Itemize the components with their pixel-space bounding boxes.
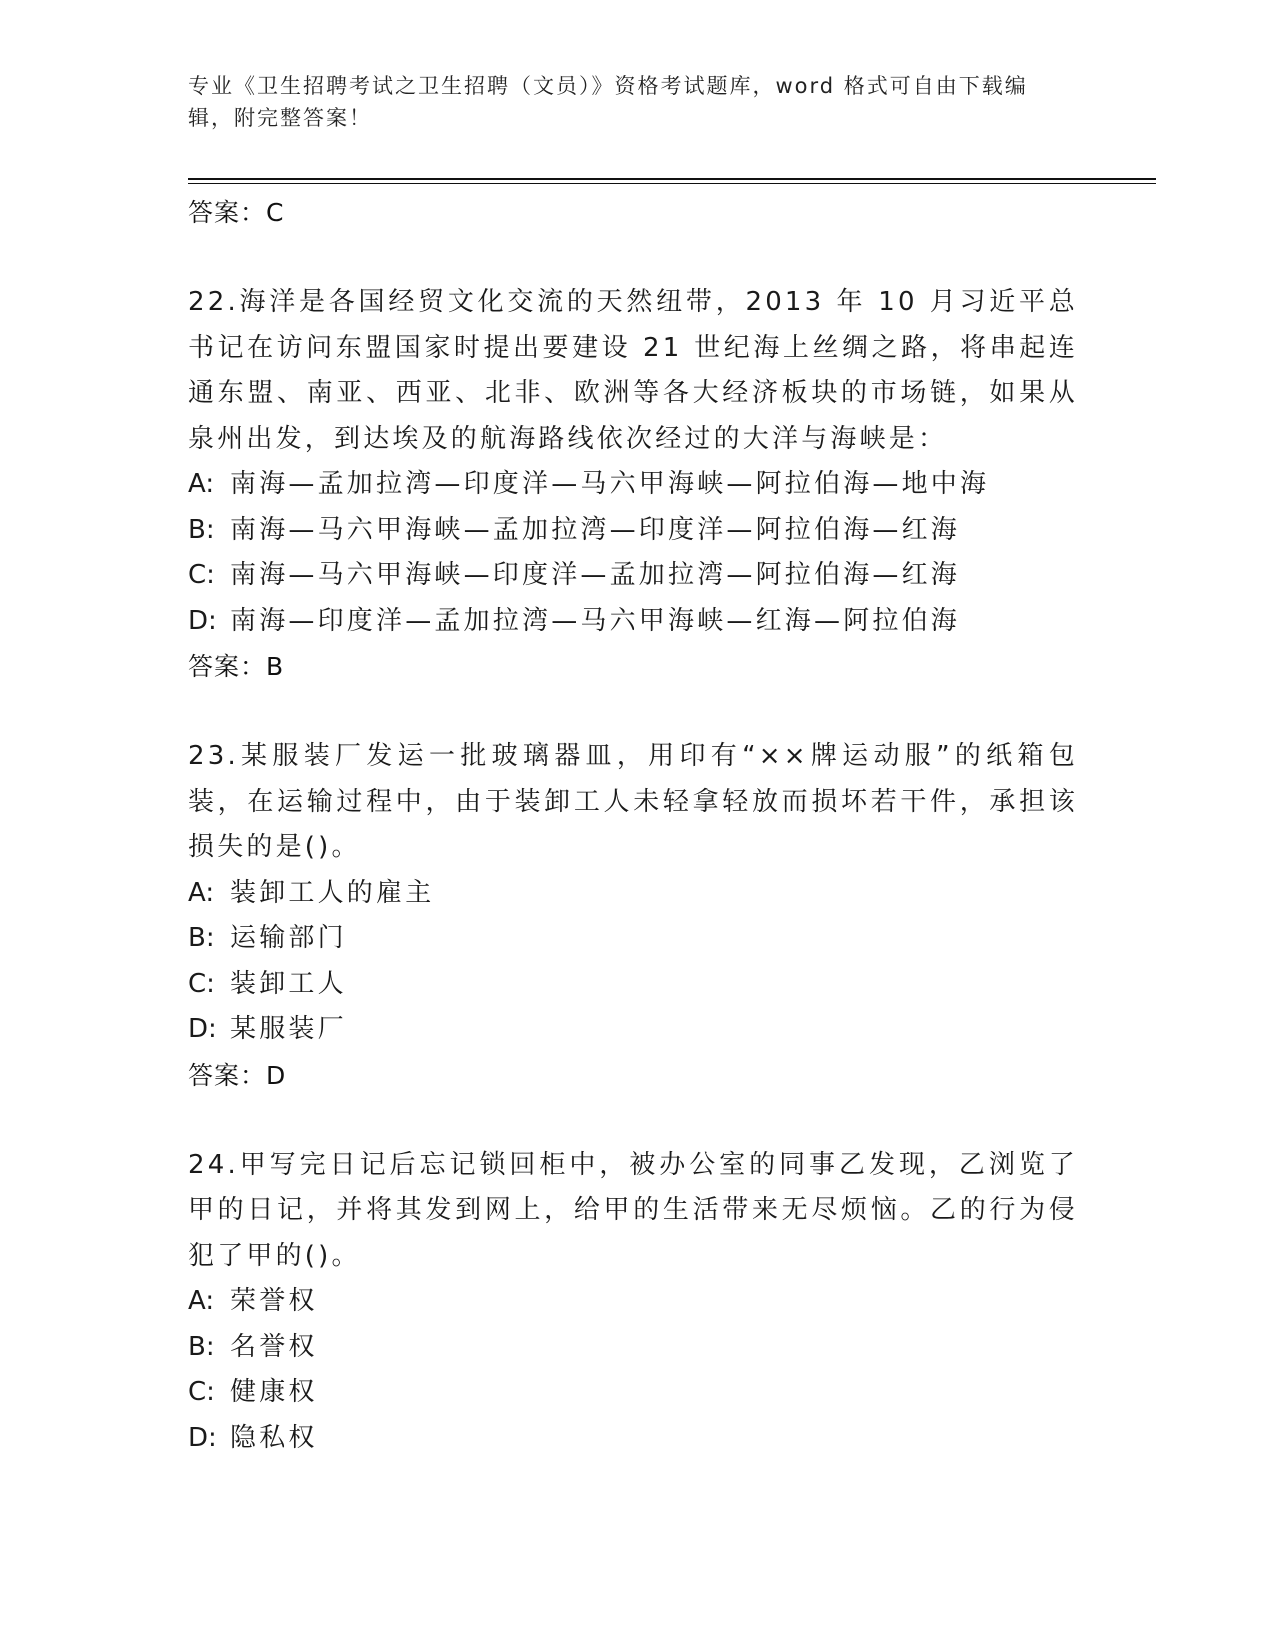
- option-text: 健康权: [230, 1377, 318, 1407]
- option-b: [188, 1325, 1078, 1371]
- option-key: D:: [188, 605, 217, 636]
- option-key: A:: [188, 877, 215, 908]
- question-text: 23.某服装厂发运一批玻璃器皿，用印有“××牌运动服”的纸箱包装，在运输过程中，由于装卸工人未轻拿轻放而损坏若干件，承担该损失的是()。: [188, 741, 1078, 862]
- question-answer: 答案：D: [188, 1060, 287, 1090]
- previous-answer: 答案：C: [188, 198, 285, 227]
- option-text: 荣誉权: [230, 1286, 318, 1316]
- option-c: [188, 553, 1078, 599]
- option-d: [188, 1416, 1078, 1462]
- option-a: [188, 871, 1078, 917]
- option-d: [188, 1007, 1078, 1053]
- header-divider-thick: [188, 178, 1156, 180]
- option-key: D:: [188, 1014, 217, 1044]
- option-key: C:: [188, 560, 215, 590]
- option-key: C:: [188, 1377, 215, 1407]
- option-text: 某服装厂: [230, 1014, 347, 1044]
- option-text: 南海—印度洋—孟加拉湾—马六甲海峡—红海—阿拉伯海: [230, 605, 961, 636]
- option-c: [188, 962, 1078, 1008]
- option-b: [188, 508, 1078, 554]
- option-d: [188, 599, 1078, 645]
- question-23: [188, 734, 1078, 1099]
- option-key: C:: [188, 968, 215, 999]
- option-key: B:: [188, 923, 215, 953]
- option-key: A:: [188, 1286, 215, 1316]
- option-b: [188, 916, 1078, 962]
- option-c: [188, 1370, 1078, 1416]
- option-key: B:: [188, 514, 215, 545]
- question-list: [188, 190, 1078, 1461]
- option-text: 南海—孟加拉湾—印度洋—马六甲海峡—阿拉伯海—地中海: [230, 469, 990, 499]
- question-text: 24.甲写完日记后忘记锁回柜中，被办公室的同事乙发现，乙浏览了甲的日记，并将其发到网上，给甲的生活带来无尽烦恼。乙的行为侵犯了甲的()。: [188, 1149, 1078, 1271]
- option-text: 南海—马六甲海峡—孟加拉湾—印度洋—阿拉伯海—红海: [230, 514, 961, 545]
- option-key: B:: [188, 1331, 215, 1362]
- question-text: 22.海洋是各国经贸文化交流的天然纽带，2013 年 10 月习近平总书记在访问东盟国家时提出要建设 21 世纪海上丝绸之路，将串起连通东盟、南亚、西亚、北非、欧洲等各大经济板块的市场链，如果从泉州出发，到达埃及的航海路线依次经过的大洋与海峡是：: [188, 287, 1078, 454]
- option-a: [188, 1279, 1078, 1325]
- option-key: A:: [188, 469, 215, 499]
- header-divider-thin: [188, 183, 1156, 184]
- option-text: 南海—马六甲海峡—印度洋—孟加拉湾—阿拉伯海—红海: [230, 560, 961, 590]
- option-a: [188, 462, 1078, 508]
- option-text: 名誉权: [230, 1331, 318, 1362]
- option-text: 隐私权: [230, 1422, 318, 1453]
- question-24: [188, 1143, 1078, 1462]
- question-22: [188, 280, 1078, 690]
- option-key: D:: [188, 1422, 217, 1453]
- option-text: 运输部门: [230, 923, 347, 953]
- option-text: 装卸工人: [230, 968, 347, 999]
- document-header: 专业《卫生招聘考试之卫生招聘（文员）》资格考试题库，word 格式可自由下载编辑，附完整答案！: [188, 74, 1028, 130]
- option-text: 装卸工人的雇主: [230, 877, 435, 908]
- question-answer: 答案：B: [188, 652, 285, 681]
